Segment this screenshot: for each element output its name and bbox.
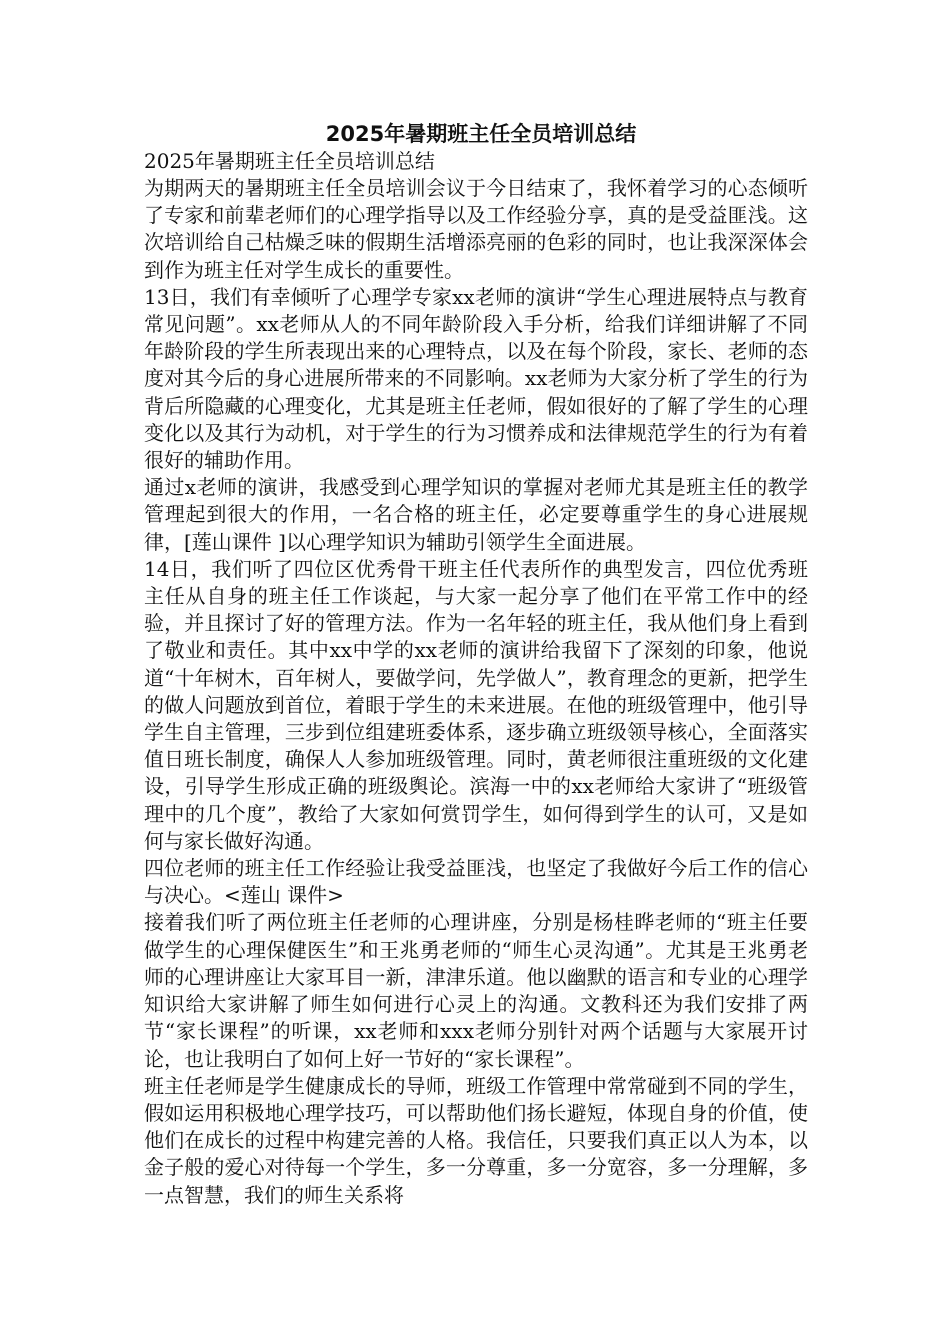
paragraph-3: 通过x老师的演讲，我感受到心理学知识的掌握对老师尤其是班主任的教学管理起到很大的作用，一名合格的班主任，必定要尊重学生的身心进展规律，[莲山课件 ]以心理学知识为辅助引领学生全面进展。 — [144, 475, 808, 554]
paragraph-2: 13日，我们有幸倾听了心理学专家xx老师的演讲“学生心理进展特点与教育常见问题”。xx老师从人的不同年龄阶段入手分析，给我们详细讲解了不同年龄阶段的学生所表现出来的心理特点，以及在每个阶段，家长、老师的态度对其今后的身心进展所带来的不同影响。xx老师为大家分析了学生的行为背后所隐藏的心理变化，尤其是班主任老师，假如很好的了解了学生的心理变化以及其行为动机，对于学生的行为习惯养成和法律规范学生的行为有着很好的辅助作用。 — [144, 284, 808, 473]
document-page — [144, 120, 808, 1209]
paragraph-4: 14日，我们听了四位区优秀骨干班主任代表所作的典型发言，四位优秀班主任从自身的班主任工作谈起，与大家一起分享了他们在平常工作中的经验，并且探讨了好的管理方法。作为一名年轻的班主任，我从他们身上看到了敬业和责任。其中xx中学的xx老师的演讲给我留下了深刻的印象，他说道“十年树木，百年树人，要做学问，先学做人”，教育理念的更新，把学生的做人问题放到首位，着眼于学生的未来进展。在他的班级管理中，他引导学生自主管理，三步到位组建班委体系，逐步确立班级领导核心，全面落实值日班长制度，确保人人参加班级管理。同时，黄老师很注重班级的文化建设，引导学生形成正确的班级舆论。滨海一中的xx老师给大家讲了“班级管理中的几个度”，教给了大家如何赏罚学生，如何得到学生的认可，又是如何与家长做好沟通。 — [144, 556, 808, 853]
document-title: 2025年暑期班主任全员培训总结 — [325, 122, 637, 146]
paragraph-7: 班主任老师是学生健康成长的导师，班级工作管理中常常碰到不同的学生，假如运用积极地心理学技巧，可以帮助他们扬长避短，体现自身的价值，使他们在成长的过程中构建完善的人格。我信任，只要我们真正以人为本，以金子般的爱心对待每一个学生，多一分尊重，多一分宽容，多一分理解，多一点智慧，我们的师生关系将 — [144, 1073, 808, 1207]
paragraph-5: 四位老师的班主任工作经验让我受益匪浅，也坚定了我做好今后工作的信心与决心。<莲山 课件> — [144, 856, 808, 908]
paragraph-1: 为期两天的暑期班主任全员培训会议于今日结束了，我怀着学习的心态倾听了专家和前辈老师们的心理学指导以及工作经验分享，真的是受益匪浅。这次培训给自己枯燥乏味的假期生活增添亮丽的色彩的同时，也让我深深体会到作为班主任对学生成长的重要性。 — [144, 176, 808, 282]
paragraph-6: 接着我们听了两位班主任老师的心理讲座，分别是杨桂晔老师的“班主任要做学生的心理保健医生”和王兆勇老师的“师生心灵沟通”。尤其是王兆勇老师的心理讲座让大家耳目一新，津津乐道。他以幽默的语言和专业的心理学知识给大家讲解了师生如何进行心灵上的沟通。文教科还为我们安排了两节“家长课程”的听课，xx老师和xxx老师分别针对两个话题与大家展开讨论，也让我明白了如何上好一节好的“家长课程”。 — [144, 910, 808, 1071]
document-subtitle: 2025年暑期班主任全员培训总结 — [144, 149, 435, 173]
